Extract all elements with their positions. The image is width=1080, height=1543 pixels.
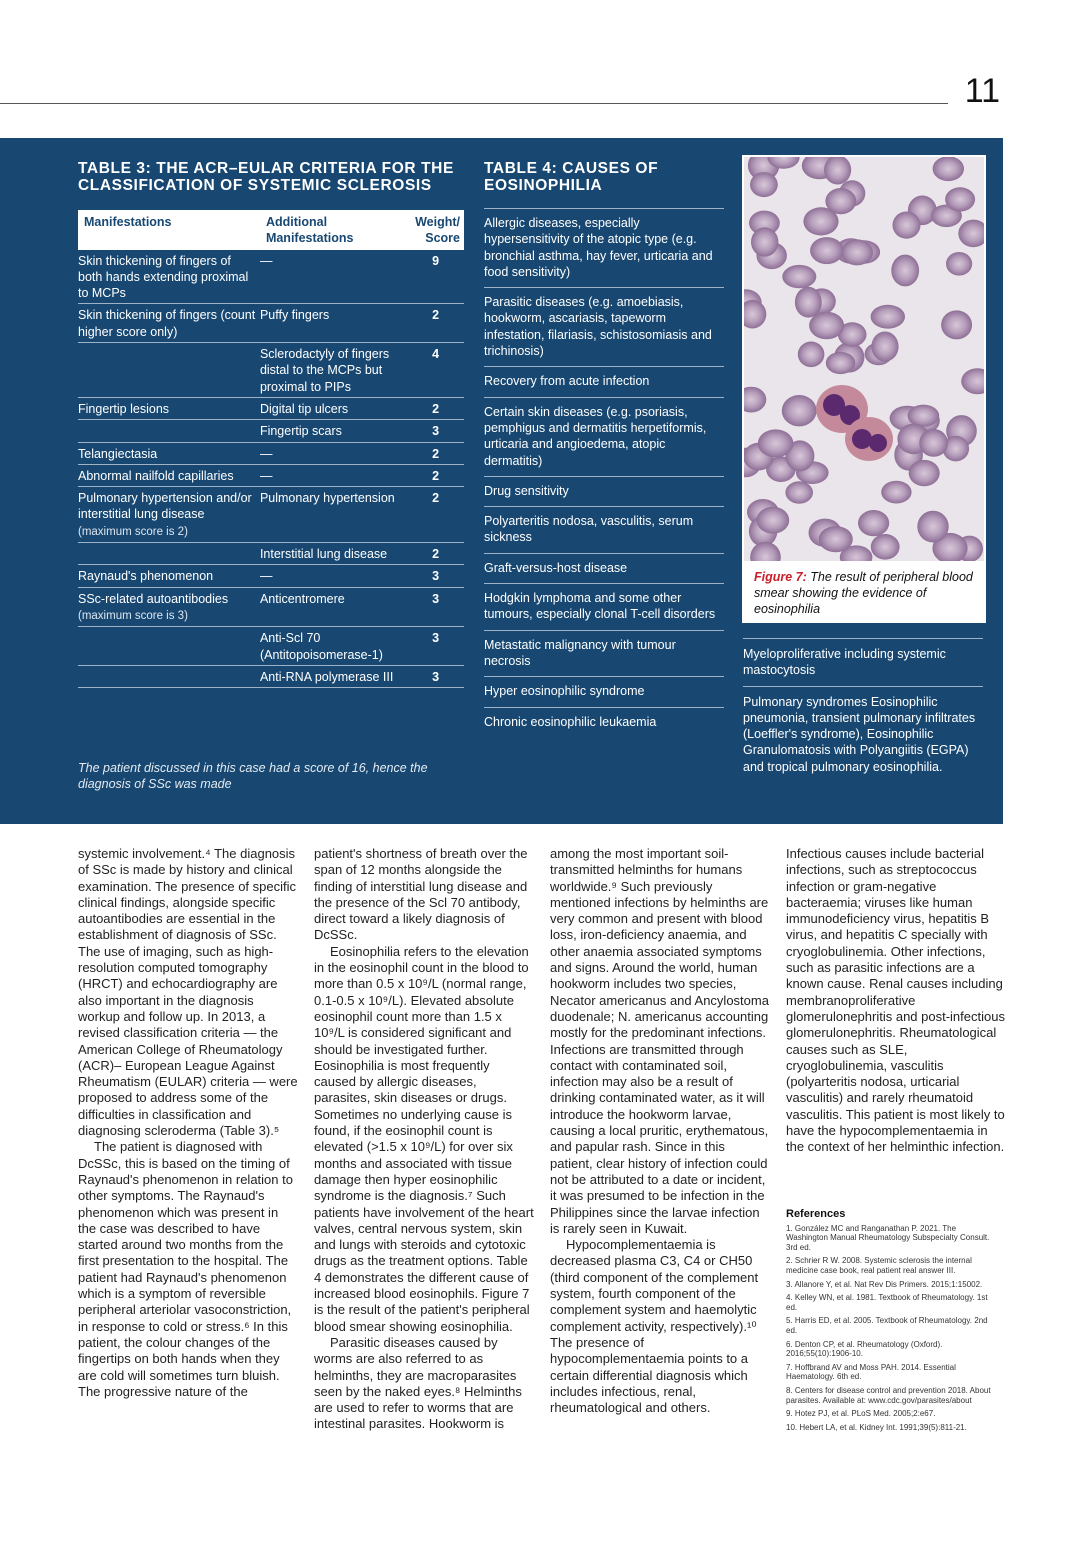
list-item: Graft-versus-host disease <box>484 553 724 583</box>
body-column-2 <box>314 846 534 1433</box>
cell-manifestation: Skin thickening of fingers of both hands extending proximal to MCPs <box>78 250 260 304</box>
table-row <box>78 487 464 543</box>
cell-score: 2 <box>409 543 464 565</box>
cell-score: 3 <box>409 420 464 442</box>
list-item: Allergic diseases, especially hypersensitivity of the atopic type (e.g. bronchial asthma, hay fever, urticaria and food sensitivity) <box>484 208 724 287</box>
list-item: Chronic eosinophilic leukaemia <box>484 707 724 737</box>
cell-manifestation <box>78 665 260 687</box>
table-row <box>78 304 464 343</box>
cell-additional: Anti-RNA polymerase III <box>260 665 409 687</box>
cell-manifestation <box>78 343 260 398</box>
red-blood-cell <box>841 239 873 265</box>
table3-header-manifestations: Manifestations <box>78 210 260 250</box>
cell-manifestation: Fingertip lesions <box>78 397 260 419</box>
red-blood-cell <box>785 481 813 503</box>
table3-title: TABLE 3: THE ACR–EULAR CRITERIA FOR THE CLASSIFICATION OF SYSTEMIC SCLEROSIS <box>78 160 454 194</box>
red-blood-cell <box>871 332 898 362</box>
cell-manifestation <box>78 420 260 442</box>
red-blood-cell <box>750 172 778 197</box>
figure-caption-text: The result of peripheral blood smear showing the evidence of eosinophilia <box>754 570 973 616</box>
table-row <box>78 464 464 486</box>
reference-item: 9. Hotez PJ, et al. PLoS Med. 2005;2:e67. <box>786 1409 936 1419</box>
table3 <box>78 210 464 688</box>
red-blood-cell <box>893 212 921 239</box>
table-row <box>78 587 464 627</box>
paragraph: Infectious causes include bacterial infections, such as streptococcus infection or gram-negative bacteraemia; viruses like human immunodeficiency virus, hepatitis B virus, and hepatitis C specially with cryoglobulinemia. Other infections, such as parasitic infections are a known cause. Renal causes including membranoproliferative glomerulonephritis and post-infectious glomerulonephritis. Rheumatological causes such as SLE, cryoglobulinemia, vasculitis (polyarteritis nodosa, urticarial vasculitis) and rarely rheumatoid vasculitis. This patient is most likely to have the hypocomplementaemia in the context of her helminthic infection. <box>786 846 1005 1155</box>
reference-item: 1. González MC and Ranganathan P. 2021. The Washington Manual Rheumatology Subspecialty Consult. 3rd ed. <box>786 1223 990 1252</box>
list-item: Drug sensitivity <box>484 476 724 506</box>
cell-manifestation <box>78 487 260 543</box>
cell-score: 3 <box>409 627 464 666</box>
reference-item: 8. Centers for disease control and prevention 2018. About parasites. Available at: www.cdc.gov/parasites/about <box>786 1385 991 1405</box>
table4-title: TABLE 4: CAUSES OF EOSINOPHILIA <box>484 160 659 194</box>
red-blood-cell <box>795 287 822 318</box>
cell-score: 2 <box>409 304 464 343</box>
red-blood-cell <box>782 395 817 426</box>
table-row <box>78 250 464 304</box>
cell-max-note: (maximum score is 2) <box>78 525 188 538</box>
red-blood-cell <box>751 227 778 256</box>
cell-manifestation <box>78 587 260 627</box>
red-blood-cell <box>919 429 948 457</box>
table4-list <box>484 208 724 737</box>
body-column-3 <box>550 846 770 1416</box>
cell-score: 2 <box>409 397 464 419</box>
red-blood-cell <box>810 237 843 264</box>
red-blood-cell <box>917 511 948 543</box>
reference-item: 5. Harris ED, et al. 2005. Textbook of Rheumatology. 2nd ed. <box>786 1316 988 1335</box>
table3-header-additional: Additional Manifestations <box>260 210 409 250</box>
cell-score: 2 <box>409 442 464 464</box>
red-blood-cell <box>819 526 853 552</box>
red-blood-cell <box>933 157 964 181</box>
red-blood-cell <box>858 510 889 536</box>
cell-max-note: (maximum score is 3) <box>78 609 188 622</box>
red-blood-cell <box>909 460 940 486</box>
page-number: 11 <box>964 72 1000 110</box>
reference-item: 3. Allanore Y, et al. Nat Rev Dis Primers. 2015;1:15002. <box>786 1279 983 1289</box>
list-item: Hyper eosinophilic syndrome <box>484 676 724 706</box>
red-blood-cell <box>945 187 975 211</box>
paragraph: systemic involvement.⁴ The diagnosis of SSc is made by history and clinical examination. The presence of specific clinical findings, alongside specific autoantibodies are essential in the establishment of diagnosis of SSc. The use of imaging, such as high-resolution computed tomography (HRCT) and echocardiography are also important in the diagnosis workup and follow up. In 2013, a revised classification criteria — the American College of Rheumatology (ACR)– European League Against Rheumatism (EULAR) criteria — were proposed to address some of the difficulties in classification and diagnosing scleroderma (Table 3).⁵ <box>78 846 298 1139</box>
reference-item: 7. Hoffbrand AV and Moss PAH. 2014. Essential Haematology. 6th ed. <box>786 1362 956 1382</box>
header-rule <box>0 103 948 104</box>
list-item: Recovery from acute infection <box>484 366 724 396</box>
red-blood-cell <box>803 207 838 235</box>
cell-score: 2 <box>409 487 464 543</box>
cell-additional: Interstitial lung disease <box>260 543 409 565</box>
cell-additional: Pulmonary hypertension <box>260 487 409 543</box>
blood-smear-image <box>744 157 984 561</box>
table-row <box>78 565 464 587</box>
paragraph: Parasitic diseases caused by worms are also referred to as helminths, they are macroparasites seen by the naked eyes.⁸ Helminths are used to refer to worms that are intestinal parasites. Hookworm is <box>314 1334 522 1432</box>
red-blood-cell <box>798 342 825 368</box>
body-column-1 <box>78 846 298 1400</box>
cell-additional: Fingertip scars <box>260 420 409 442</box>
cell-score: 3 <box>409 665 464 687</box>
cell-additional: Anticentromere <box>260 587 409 627</box>
figure-label: Figure 7: <box>754 570 807 584</box>
red-blood-cell <box>908 405 940 427</box>
red-blood-cell <box>826 352 855 374</box>
cell-score: 3 <box>409 565 464 587</box>
figure-caption <box>754 569 980 617</box>
table-row <box>78 627 464 666</box>
table-row <box>78 397 464 419</box>
list-item: Parasitic diseases (e.g. amoebiasis, hookworm, ascariasis, tapeworm infestation, filariasis, schistosomiasis and trichinosis) <box>484 287 724 366</box>
reference-item: 2. Schrier R W. 2008. Systemic sclerosis the internal medicine case book, real patient real answer III. <box>786 1256 972 1275</box>
red-blood-cell <box>946 252 972 276</box>
cell-additional: — <box>260 442 409 464</box>
table4-list-right <box>743 638 983 782</box>
cell-score: 2 <box>409 464 464 486</box>
red-blood-cell <box>871 534 900 560</box>
cell-additional: — <box>260 250 409 304</box>
cell-score: 9 <box>409 250 464 304</box>
cell-manifestation: Telangiectasia <box>78 442 260 464</box>
reference-item: 4. Kelley WN, et al. 1981. Textbook of Rheumatology. 1st ed. <box>786 1293 988 1312</box>
paragraph: patient's shortness of breath over the span of 12 months alongside the finding of interstitial lung disease and the presence of the Scl 70 antibody, direct toward a likely diagnosis of DcSSc. <box>314 846 528 943</box>
red-blood-cell <box>758 429 794 457</box>
table-row <box>78 665 464 687</box>
red-blood-cell <box>891 255 919 287</box>
list-item: Pulmonary syndromes Eosinophilic pneumonia, transient pulmonary infiltrates (Loeffler's syndrome), Eosinophilic Granulomatosis with Polyangiitis (EGPA) and tropical pulmonary eosinophilia. <box>743 686 983 782</box>
red-blood-cell <box>941 310 972 339</box>
cell-manifestation: Abnormal nailfold capillaries <box>78 464 260 486</box>
cell-manifestation-text: Pulmonary hypertension and/or interstitial lung disease <box>78 491 252 522</box>
table-row <box>78 543 464 565</box>
list-item: Metastatic malignancy with tumour necrosis <box>484 630 724 677</box>
cell-additional: Digital tip ulcers <box>260 397 409 419</box>
cell-additional: Anti-Scl 70 (Antitopoisomerase-1) <box>260 627 409 666</box>
table-row <box>78 343 464 398</box>
red-blood-cell <box>871 305 905 329</box>
table3-header-score: Weight/ Score <box>409 210 464 250</box>
list-item: Myeloproliferative including systemic mastocytosis <box>743 638 983 686</box>
list-item: Hodgkin lymphoma and some other tumours, especially clonal T-cell disorders <box>484 583 724 630</box>
references-title: References <box>786 1208 846 1220</box>
cell-score: 4 <box>409 343 464 398</box>
paragraph: Eosinophilia refers to the elevation in the eosinophil count in the blood to more than 0.5 x 10⁹/L (normal range, 0.1-0.5 x 10⁹/L). Elevated absolute eosinophil count more than 1.5 x 10⁹/L is considered significant and should be investigated further. Eosinophilia is most frequently caused by allergic diseases, parasites, skin diseases or drugs. Sometimes no underlying cause is found, if the eosinophil count is elevated (>1.5 x 10⁹/L) for over six months and associated with tissue damage then hyper eosinophilic syndrome is the diagnosis.⁷ Such patients have involvement of the heart valves, central nervous system, skin and lungs with steroids and cytotoxic drugs as the treatment options. Table 4 demonstrates the different cause of increased blood eosinophils. Figure 7 is the result of the patient's peripheral blood smear showing eosinophilia. <box>314 943 534 1334</box>
cell-additional: — <box>260 565 409 587</box>
paragraph: Hypocomplementaemia is decreased plasma C3, C4 or CH50 (third component of the complement system, fourth component of the complement system and haemolytic complement activity, respectively).¹⁰ The presence of hypocomplementaemia points to a certain differential diagnosis which includes infectious, renal, rheumatological and others. <box>550 1237 759 1416</box>
cell-manifestation <box>78 543 260 565</box>
red-blood-cell <box>757 507 790 534</box>
reference-item: 6. Denton CP, et al. Rheumatology (Oxford). 2016;55(10):1906-10. <box>786 1339 943 1359</box>
table-row <box>78 442 464 464</box>
list-item: Polyarteritis nodosa, vasculitis, serum sickness <box>484 506 724 553</box>
cell-manifestation: Skin thickening of fingers (count higher score only) <box>78 304 260 343</box>
red-blood-cell <box>782 265 816 288</box>
reference-item: 10. Hebert LA, et al. Kidney Int. 1991;39(5):811-21. <box>786 1422 967 1432</box>
cell-manifestation: Raynaud's phenomenon <box>78 565 260 587</box>
cell-score: 3 <box>409 587 464 627</box>
paragraph: among the most important soil-transmitted helminths for humans worldwide.⁹ Such previously mentioned infections by helminths are very common and present with blood loss, iron-deficiency anaemia, and other anaemia associated symptoms and signs. Around the world, human hookworm includes two species, Necator americanus and Ancylostoma duodenale; N. americanus accounting mostly for the predominant infections. Infections are transmitted through contact with contaminated soil, infection may also be a result of drinking contaminated water, as it will introduce the hookworm larvae, causing a local pruritic, erythematous, and papular rash. Since in this patient, clear history of infection could not be attributed to a date or incident, it was presumed to be infection in the Philippines since the larvae infection is rarely seen in Kuwait. <box>550 846 769 1236</box>
table-row <box>78 420 464 442</box>
cell-manifestation-text: SSc-related autoantibodies <box>78 591 229 606</box>
red-blood-cell <box>809 312 844 340</box>
cell-additional: Sclerodactyly of fingers distal to the MCPs but proximal to PIPs <box>260 343 409 398</box>
list-item: Certain skin diseases (e.g. psoriasis, pemphigus and dermatitis herpetiformis, urticaria and angioedema, atopic dermatitis) <box>484 397 724 476</box>
red-blood-cell <box>881 481 911 504</box>
cell-additional: Puffy fingers <box>260 304 409 343</box>
references <box>786 1210 998 1436</box>
cell-manifestation <box>78 627 260 666</box>
paragraph: The patient is diagnosed with DcSSc, this is based on the timing of Raynaud's phenomenon in relation to other symptoms. The Raynaud's phenomenon which was present in the case was described to have started around two months from the first presentation to the hospital. The patient had Raynaud's phenomenon which is a symptom of reversible peripheral arteriolar vasoconstriction, in response to cold or stress.⁶ In this patient, the colour changes of the fingertips on both hands when they are cold will sometimes turn bluish. The progressive nature of the <box>78 1139 293 1399</box>
table3-note: The patient discussed in this case had a score of 16, hence the diagnosis of SSc was made <box>78 761 428 791</box>
cell-additional: — <box>260 464 409 486</box>
figure-7 <box>742 155 986 623</box>
body-column-4 <box>786 846 1006 1156</box>
